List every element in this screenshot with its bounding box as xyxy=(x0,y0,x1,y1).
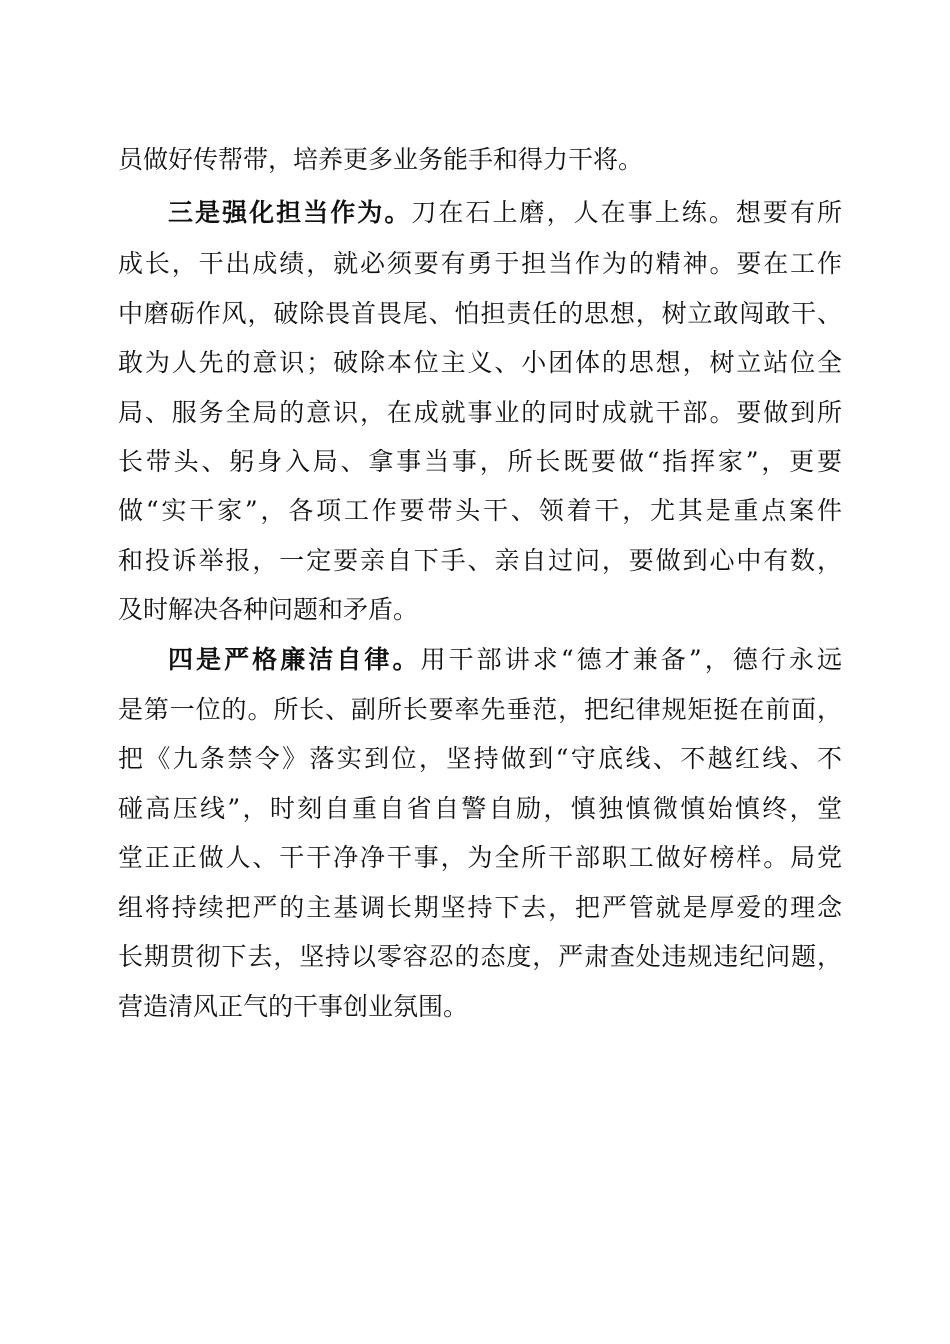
paragraph-line: 员做好传帮带，培养更多业务能手和得力干将。 xyxy=(118,145,644,174)
section-3-lead-text: 刀在石上磨，人在事上练。想要有所 xyxy=(411,198,842,227)
paragraph-line: 把《九条禁令》落实到位，坚持做到“守底线、不越红线、不 xyxy=(118,744,842,773)
paragraph-line: 中磨砺作风，破除畏首畏尾、怕担责任的思想，树立敢闯敢干、 xyxy=(118,299,842,328)
paragraph-line: 做“实干家”，各项工作要带头干、领着干，尤其是重点案件 xyxy=(118,496,842,525)
paragraph-line: 营造清风正气的干事创业氛围。 xyxy=(118,992,469,1021)
paragraph-line: 长带头、躬身入局、拿事当事，所长既要做“指挥家”，更要 xyxy=(118,447,842,476)
paragraph-line: 成长，干出成绩，就必须要有勇于担当作为的精神。要在工作 xyxy=(118,249,842,278)
paragraph-line: 和投诉举报，一定要亲自下手、亲自过问，要做到心中有数， xyxy=(118,546,842,575)
paragraph-line: 及时解决各种问题和矛盾。 xyxy=(118,595,419,624)
paragraph-line: 局、服务全局的意识，在成就事业的同时成就干部。要做到所 xyxy=(118,398,842,427)
section-4-first-line xyxy=(168,636,842,684)
paragraph-line: 堂正正做人、干干净净干事，为全所干部职工做好榜样。局党 xyxy=(118,843,842,872)
paragraph-line: 碰高压线”，时刻自重自省自警自励，慎独慎微慎始慎终，堂 xyxy=(118,794,842,823)
section-4-heading: 四是严格廉洁自律。 xyxy=(168,645,421,674)
paragraph-line: 组将持续把严的主基调长期坚持下去，把严管就是厚爱的理念 xyxy=(118,893,842,922)
paragraph-line: 敢为人先的意识；破除本位主义、小团体的思想，树立站位全 xyxy=(118,348,842,377)
paragraph-line: 是第一位的。所长、副所长要率先垂范，把纪律规矩挺在前面， xyxy=(118,695,842,724)
section-3-heading: 三是强化担当作为。 xyxy=(168,198,412,227)
section-3-first-line xyxy=(168,189,842,237)
section-4-lead-text: 用干部讲求“德才兼备”，德行永远 xyxy=(420,645,842,674)
paragraph-line: 长期贯彻下去，坚持以零容忍的态度，严肃查处违规违纪问题， xyxy=(118,942,842,971)
